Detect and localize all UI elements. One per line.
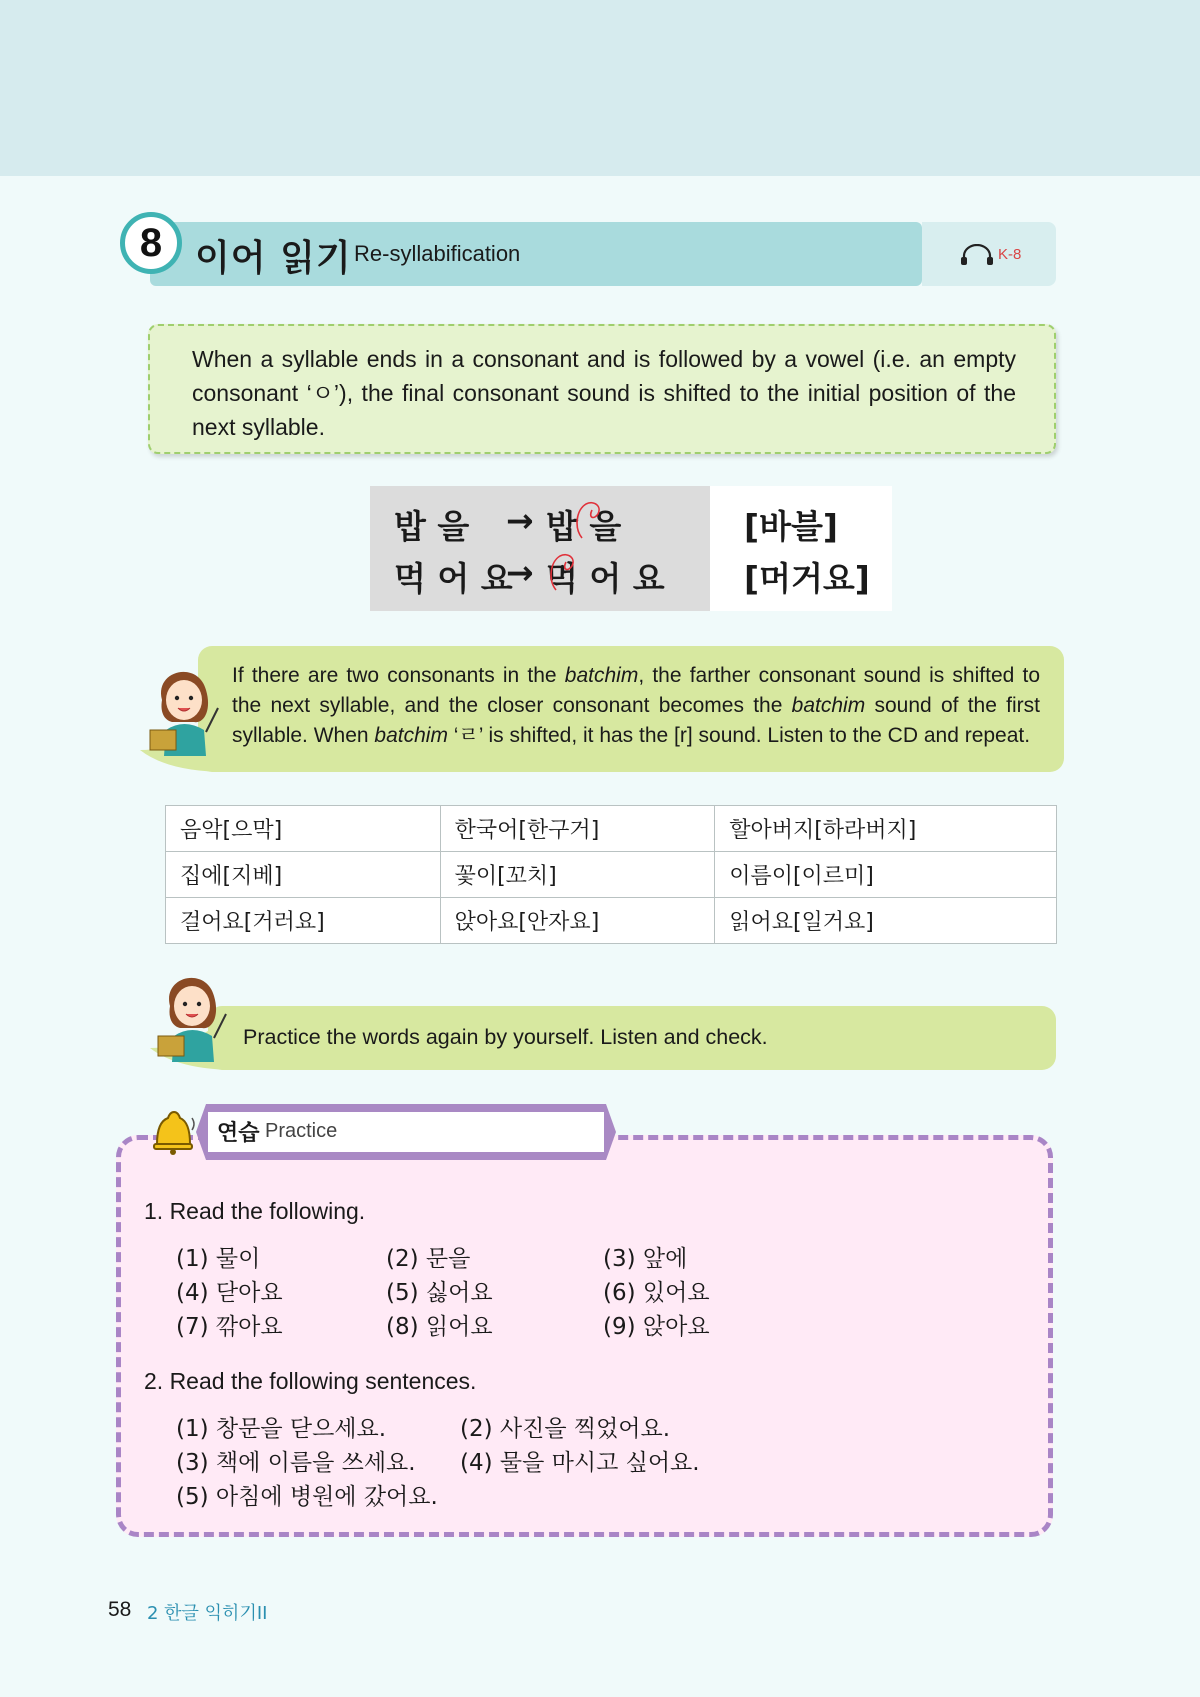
practice-item: (1) 물이 bbox=[176, 1246, 261, 1272]
word-cell: 꽃이[꼬치] bbox=[440, 852, 715, 898]
word-cell: 집에[지베] bbox=[166, 852, 441, 898]
table-row bbox=[166, 898, 1057, 944]
word-cell: 앉아요[안자요] bbox=[440, 898, 715, 944]
word-cell: 할아버지[하라버지] bbox=[715, 806, 1057, 852]
section-number: 8 bbox=[120, 212, 182, 274]
example-linked-1: 밥 을 bbox=[546, 507, 622, 546]
chapter-label: 2 한글 익히기II bbox=[147, 1603, 268, 1624]
explanation-text: When a syllable ends in a consonant and is followed by a vowel (i.e. an empty consonant ‘ㅇ’), the final consonant sound is shifted to the initial position of the next syllable. bbox=[192, 346, 1016, 440]
practice-item: (6) 있어요 bbox=[603, 1280, 710, 1306]
note-text-part: sound of the first syllable. When bbox=[232, 694, 1040, 747]
example-original-2: 먹 어 요 bbox=[394, 559, 513, 598]
practice-item: (2) 문을 bbox=[386, 1246, 471, 1272]
audio-track-label[interactable]: K-8 bbox=[998, 246, 1022, 263]
example-pronunciation-2: [머거요] bbox=[744, 559, 870, 598]
example-linked-2: 먹 어 요 bbox=[546, 559, 665, 598]
arrow-icon: → bbox=[506, 553, 534, 592]
top-band bbox=[0, 0, 1200, 176]
word-cell: 이름이[이르미] bbox=[715, 852, 1057, 898]
question-1: 1. Read the following. bbox=[144, 1198, 366, 1224]
word-cell: 음악[으막] bbox=[166, 806, 441, 852]
practice-sentence: (1) 창문을 닫으세요. bbox=[176, 1416, 387, 1442]
table-row bbox=[166, 806, 1057, 852]
teacher-character-icon bbox=[156, 966, 236, 1062]
note-text-italic: batchim bbox=[791, 694, 866, 717]
word-cell: 읽어요[일거요] bbox=[715, 898, 1057, 944]
example-original-1: 밥 을 bbox=[394, 507, 470, 546]
explanation-box bbox=[148, 324, 1056, 454]
bell-icon bbox=[148, 1108, 198, 1156]
practice-item: (5) 싫어요 bbox=[386, 1280, 493, 1306]
section-title-english: Re-syllabification bbox=[354, 241, 521, 266]
practice-sentence: (3) 책에 이름을 쓰세요. bbox=[176, 1450, 416, 1476]
teacher-character-icon bbox=[148, 660, 228, 756]
word-table bbox=[165, 805, 1057, 944]
question-2: 2. Read the following sentences. bbox=[144, 1368, 477, 1394]
note-text-italic: batchim bbox=[374, 724, 448, 747]
practice-sentence: (2) 사진을 찍었어요. bbox=[460, 1416, 671, 1442]
practice-item: (8) 읽어요 bbox=[386, 1314, 493, 1340]
note-text-part: ‘ㄹ’ is shifted, it has the [r] sound. Listen to the CD and repeat. bbox=[447, 724, 1031, 747]
arrow-icon: → bbox=[506, 501, 534, 540]
table-row bbox=[166, 852, 1057, 898]
note-text-italic: batchim bbox=[564, 664, 639, 687]
linking-arc-icon bbox=[572, 498, 610, 542]
word-cell: 한국어[한구거] bbox=[440, 806, 715, 852]
teacher-note-text bbox=[232, 661, 1040, 751]
practice-item: (7) 깎아요 bbox=[176, 1314, 283, 1340]
practice-sentence: (4) 물을 마시고 싶어요. bbox=[460, 1450, 700, 1476]
example-pronunciation-1: [바블] bbox=[744, 507, 838, 546]
practice-instruction: Practice the words again by yourself. Listen and check. bbox=[243, 1025, 768, 1049]
practice-title-english: Practice bbox=[265, 1120, 338, 1142]
practice-item: (9) 앉아요 bbox=[603, 1314, 710, 1340]
practice-item: (3) 앞에 bbox=[603, 1246, 688, 1272]
page-number: 58 bbox=[108, 1598, 132, 1621]
section-title-korean: 이어 읽기 bbox=[195, 238, 352, 279]
practice-title-korean: 연습 bbox=[217, 1121, 260, 1146]
linking-arc-icon bbox=[546, 550, 584, 594]
practice-item: (4) 닫아요 bbox=[176, 1280, 283, 1306]
note-text-part: If there are two consonants in the bbox=[232, 664, 565, 687]
word-cell: 걸어요[거러요] bbox=[166, 898, 441, 944]
practice-sentence: (5) 아침에 병원에 갔어요. bbox=[176, 1484, 438, 1510]
note-text-part: , the farther consonant sound is shifted to the next syllable, and the closer consonant becomes the bbox=[232, 664, 1040, 717]
headphone-icon[interactable] bbox=[960, 244, 994, 266]
